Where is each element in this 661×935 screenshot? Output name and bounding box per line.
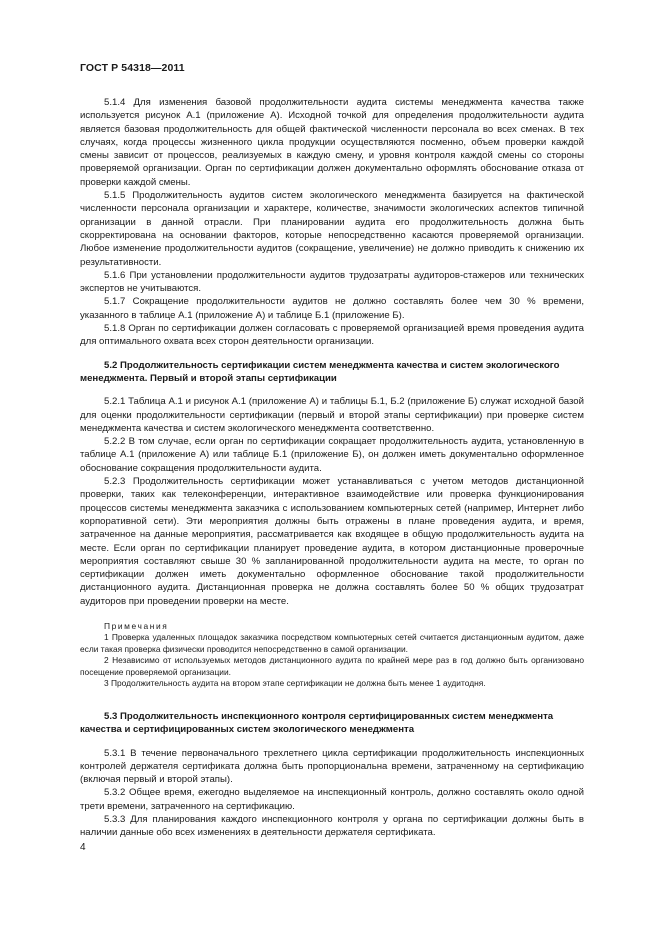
notes-title: Примечания — [104, 620, 169, 631]
spacer — [80, 385, 584, 395]
spacer — [80, 608, 584, 620]
paragraph-5-2-2: 5.2.2 В том случае, если орган по сертификации сокращает продолжительность аудита, установленную в таблице А.1 (приложение А) или таблице Б.1 (приложение Б), он должен иметь документально оформленное обоснование сокращения продолжительности аудита. — [80, 436, 584, 474]
paragraph-5-2-3: 5.2.3 Продолжительность сертификации может устанавливаться с учетом методов дистанционной проверки, таких как телеконференции, интерактивное взаимодействие или проверка функционирования процессов системы менеджмента заказчика с использованием компьютерных сетей (например, Интернет либо корпоративной сети). Эти мероприятия должны быть отражены в плане проведения аудита, и время, затраченное на данные мероприятия, рассматривается как входящее в общую продолжительность аудита на месте. Если орган по сертификации планирует проведение аудита, в котором дистанционные проверочные мероприятия составляют свыше 30 % запланированной продолжительности аудита на месте, то орган по сертификации должен иметь документально оформленное обоснование такой продолжительности дистанционного аудита. Дистанционная проверка не должна составлять более 50 % общих трудозатрат аудиторов при проведении проверки на месте. — [80, 476, 584, 607]
spacer — [80, 349, 584, 359]
note-item: 2 Независимо от используемых методов дистанционного аудита по крайней мере раз в год должно быть организовано посещение проверяемой организации. — [80, 655, 584, 677]
paragraph-5-1-8: 5.1.8 Орган по сертификации должен согласовать с проверяемой организацией время проведения аудита для оптимального охвата всех сторон деятельности организации. — [80, 323, 584, 348]
note-item: 3 Продолжительность аудита на втором этапе сертификации не должна быть менее 1 аудитодня. — [104, 678, 486, 689]
note-item: 1 Проверка удаленных площадок заказчика посредством компьютерных сетей считается дистанционным аудитом, даже если такая проверка физически проводится непосредственно в самой организации. — [80, 631, 584, 654]
standard-code-header: ГОСТ Р 54318—2011 — [80, 62, 185, 74]
paragraph-5-3-2: 5.3.2 Общее время, ежегодно выделяемое на инспекционный контроль, должно составлять около одной трети времени, затраченного на сертификацию. — [80, 787, 584, 812]
page-number: 4 — [80, 842, 86, 853]
document-body — [80, 96, 584, 840]
paragraph-5-1-4: 5.1.4 Для изменения базовой продолжительности аудита системы менеджмента качества также используется рисунок А.1 (приложение А). Исходной точкой для определения продолжительности аудита является базовая продолжительность для общей фактической численности персонала во всех сменах. В тех случаях, когда процессы жизненного цикла продукции осуществляются посменно, объем проверки каждой смены зависит от процессов, реализуемых в каждую смену, и уровня контроля каждой смены со стороны проверяемой организации. Орган по сертификации должен документально оформлять обоснование отказа от проверки каждой смены. — [80, 97, 584, 188]
paragraph-5-1-6: 5.1.6 При установлении продолжительности аудитов трудозатраты аудиторов-стажеров или технических экспертов не учитываются. — [80, 269, 584, 295]
spacer — [80, 737, 584, 747]
paragraph-5-3-3: 5.3.3 Для планирования каждого инспекционного контроля у органа по сертификации должны быть в наличии данные обо всех изменениях в деятельности держателя сертификата. — [80, 814, 584, 839]
paragraph-5-1-7: 5.1.7 Сокращение продолжительности аудитов не должно составлять более чем 30 % времени, указанного в таблице А.1 (приложение А) и таблице Б.1 (приложение Б). — [80, 296, 584, 321]
section-heading-5-2: 5.2 Продолжительность сертификации систем менеджмента качества и систем экологического менеджмента. Первый и второй этапы сертификации — [80, 359, 560, 384]
spacer — [80, 690, 584, 710]
section-heading-5-3: 5.3 Продолжительность инспекционного контроля сертифицированных систем менеджмента качества и сертифицированных систем экологического менеджмента — [80, 710, 554, 736]
paragraph-5-1-5: 5.1.5 Продолжительность аудитов систем экологического менеджмента базируется на фактической численности персонала организации и характере, количестве, значимости экологических аспектов типичной организации в данной отрасли. При планировании аудита его продолжительность должна быть скорректирована на основании факторов, которые непосредственно касаются проверяемой организации. Любое изменение продолжительности аудитов (сокращение, увеличение) не должно приводить к снижению их результативности. — [80, 190, 584, 268]
paragraph-5-2-1: 5.2.1 Таблица А.1 и рисунок А.1 (приложение А) и таблицы Б.1, Б.2 (приложение Б) служат исходной базой для оценки продолжительности сертификации (первый и второй этапы сертификации) при проверке систем менеджмента качества и систем экологического менеджмента соответственно. — [80, 396, 584, 434]
paragraph-5-3-1: 5.3.1 В течение первоначального трехлетнего цикла сертификации продолжительность инспекционных контролей держателя сертификата должна быть пропорциональна времени, затраченному на сертификацию (включая первый и второй этапы). — [80, 747, 584, 786]
